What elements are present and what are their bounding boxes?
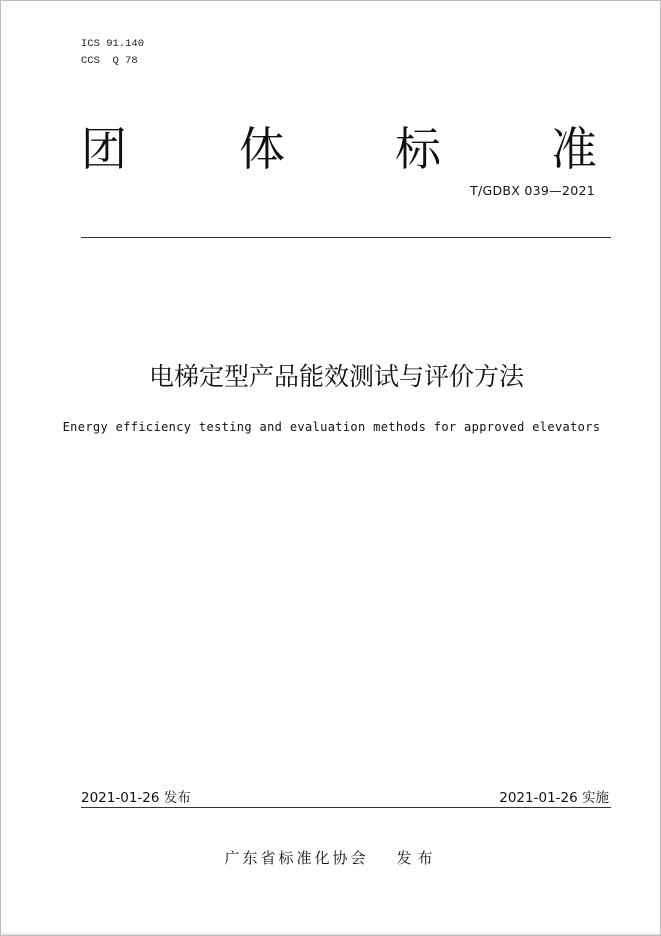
publisher-line: [1, 848, 661, 868]
standard-type-char: 团: [81, 122, 127, 176]
standard-number: T/GDBX 039—2021: [470, 183, 595, 198]
implementation-date: 2021-01-26 实施: [499, 790, 609, 806]
standard-type-char: 体: [239, 122, 285, 176]
document-title-chinese: 电梯定型产品能效测试与评价方法: [148, 362, 524, 391]
standard-type-title: [81, 119, 601, 179]
ccs-code: CCS Q 78: [81, 55, 138, 67]
ics-code: ICS 91.140: [81, 38, 145, 50]
publisher-action: 发布: [396, 849, 439, 867]
standard-type-char: 准: [551, 122, 597, 176]
publisher-name: 广东省标准化协会: [224, 849, 369, 867]
header-divider: [81, 237, 611, 238]
issue-date: 2021-01-26 发布: [81, 790, 191, 806]
standard-type-char: 标: [395, 122, 441, 176]
footer-divider: [81, 807, 611, 808]
document-title-english: Energy efficiency testing and evaluation methods for approved elevators: [62, 420, 601, 434]
